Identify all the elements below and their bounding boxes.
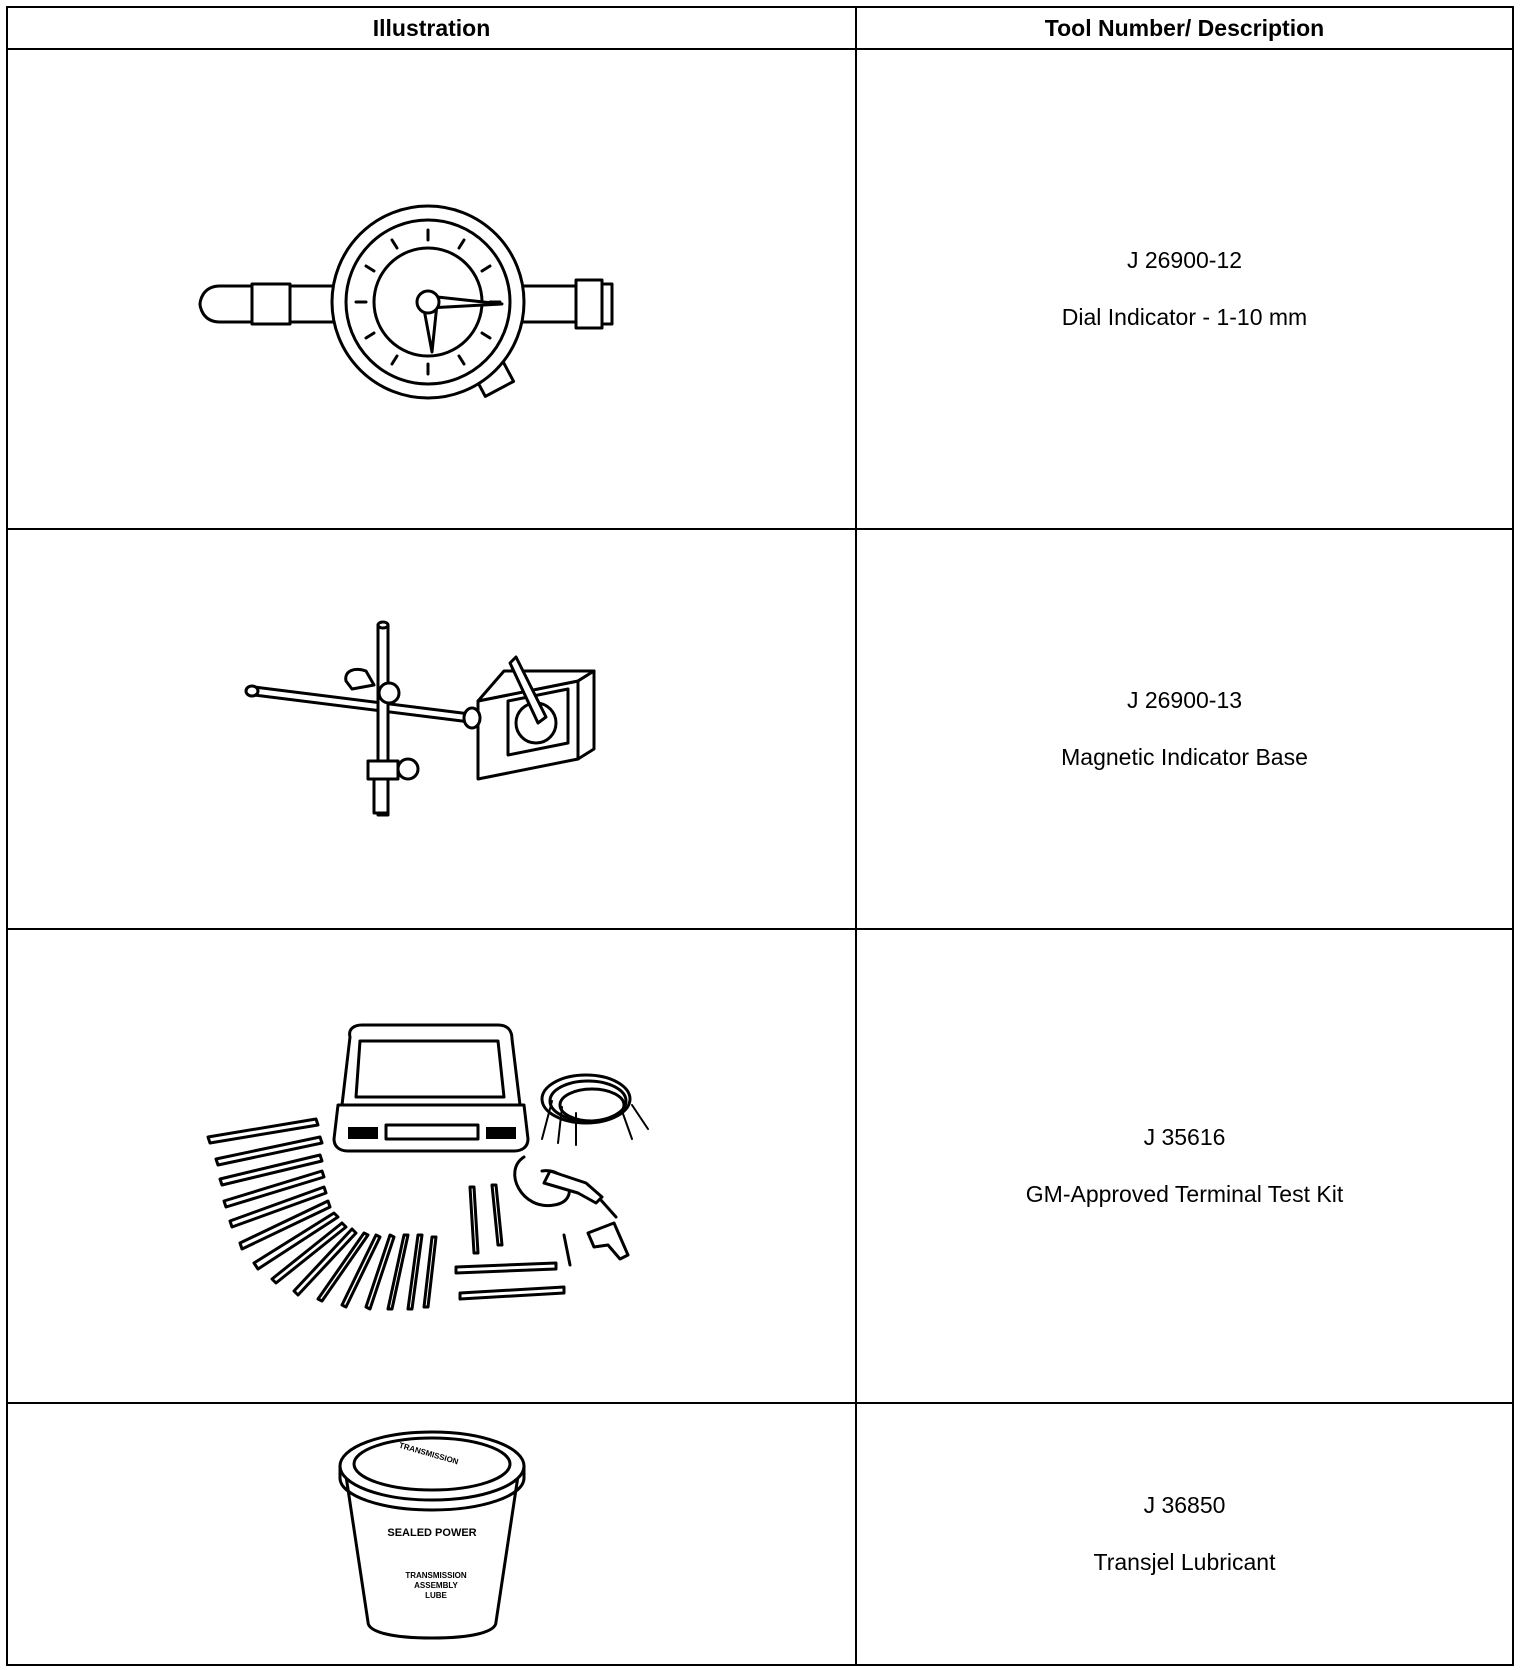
dial-indicator-icon	[192, 174, 672, 404]
illustration-cell	[7, 929, 856, 1403]
header-tool-number-description: Tool Number/ Description	[856, 7, 1513, 49]
tool-number: J 36850	[1143, 1492, 1226, 1518]
description-cell	[856, 929, 1513, 1403]
product-line-3: LUBE	[424, 1591, 447, 1600]
tool-number: J 26900-13	[1126, 687, 1243, 713]
header-illustration: Illustration	[7, 7, 856, 49]
tool-description: Transjel Lubricant	[1093, 1549, 1276, 1575]
table-row	[7, 49, 1513, 529]
tool-number: J 35616	[1143, 1124, 1226, 1150]
table-row	[7, 1403, 1513, 1665]
tool-description: GM-Approved Terminal Test Kit	[1025, 1181, 1344, 1207]
brand-label: SEALED POWER	[386, 1527, 477, 1539]
description-cell	[856, 49, 1513, 529]
special-tools-table	[6, 6, 1514, 1666]
header-row	[7, 7, 1513, 49]
magnetic-base-icon	[242, 619, 622, 839]
lubricant-tub-icon	[332, 1426, 532, 1642]
table-row	[7, 929, 1513, 1403]
description-cell	[856, 529, 1513, 929]
terminal-test-kit-icon	[202, 1021, 662, 1311]
illustration-cell	[7, 1403, 856, 1665]
description-cell	[856, 1403, 1513, 1665]
product-line-2: ASSEMBLY	[413, 1581, 458, 1590]
illustration-cell	[7, 49, 856, 529]
illustration-cell	[7, 529, 856, 929]
tool-description: Magnetic Indicator Base	[1061, 744, 1308, 770]
product-line-1: TRANSMISSION	[404, 1571, 467, 1580]
lid-label-text: TRANSMISSION	[397, 1440, 459, 1467]
tool-number: J 26900-12	[1126, 247, 1243, 273]
table-row	[7, 529, 1513, 929]
tool-description: Dial Indicator - 1-10 mm	[1061, 304, 1308, 330]
